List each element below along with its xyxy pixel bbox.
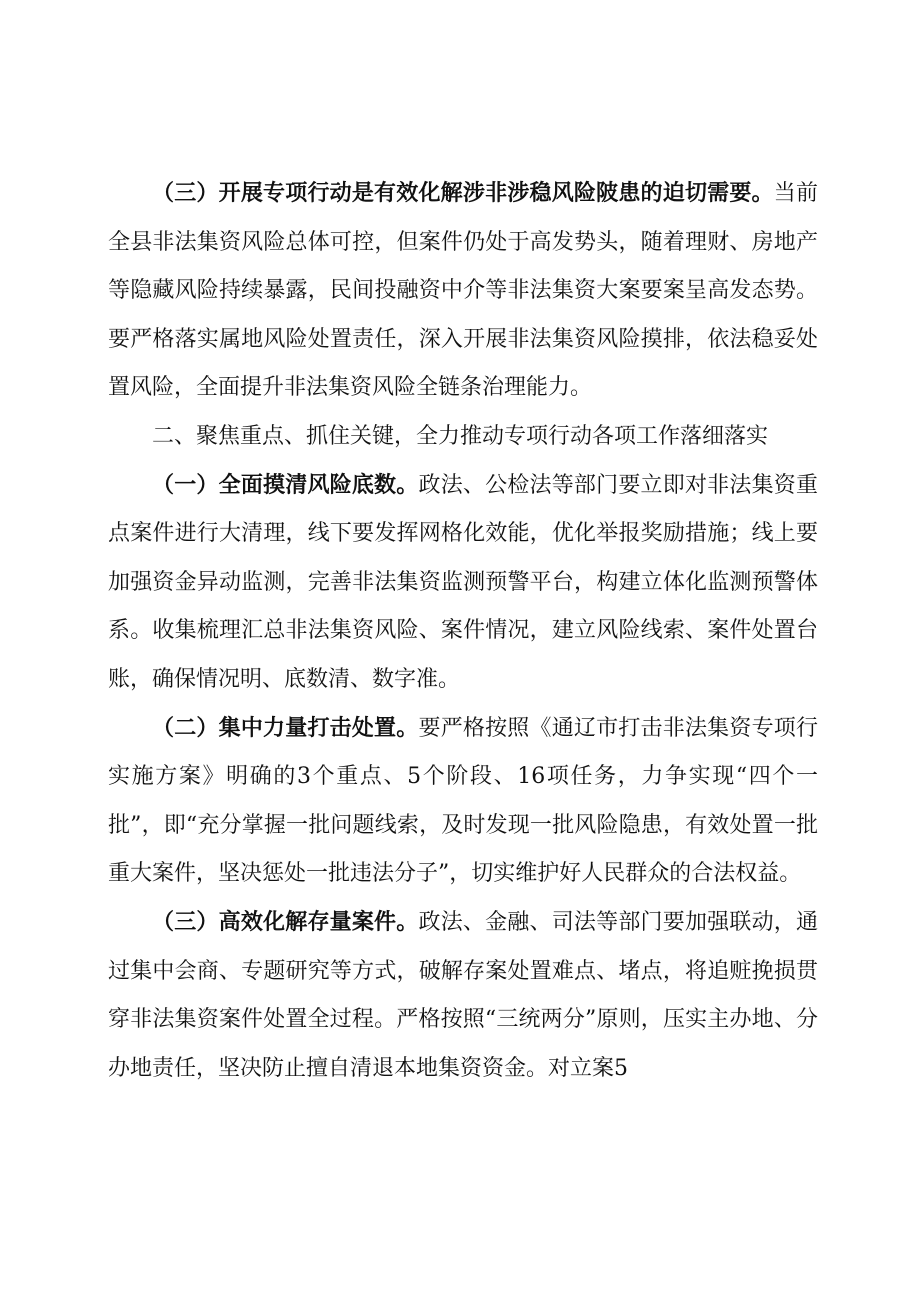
paragraph-lead: （三）高效化解存量案件。 bbox=[152, 909, 419, 935]
paragraph-text: 当前全县非法集资风险总体可控，但案件仍处于高发势头，随着理财、房地产等隐藏风险持续暴露，民间投融资中介等非法集资大案要案呈高发态势。要严格落实属地风险处置责任，深入开展非法集资风险摸排，依法稳妥处置风险，全面提升非法集资风险全链条治理能力。 bbox=[108, 181, 818, 401]
paragraph-risk-baseline bbox=[108, 462, 818, 705]
paragraph-resolve-cases bbox=[108, 899, 818, 1093]
paragraph-text: 要严格按照《通辽市打击非法集资专项行实施方案》明确的3个重点、5个阶段、16项任务，力争实现“四个一批”，即“充分掌握一批问题线索，及时发现一批风险隐患，有效处置一批重大案件，坚决惩处一批违法分子”，切实维护好人民群众的合法权益。 bbox=[108, 715, 818, 887]
paragraph-necessity bbox=[108, 170, 818, 413]
paragraph-text: 政法、公检法等部门要立即对非法集资重点案件进行大清理，线下要发挥网格化效能，优化举报奖励措施；线上要加强资金异动监测，完善非法集资监测预警平台，构建立体化监测预警体系。收集梳理汇总非法集资风险、案件情况，建立风险线索、案件处置台账，确保情况明、底数清、数字准。 bbox=[108, 472, 818, 692]
section-heading: 二、聚焦重点、抓住关键，全力推动专项行动各项工作落细落实 bbox=[152, 423, 769, 449]
paragraph-text: 政法、金融、司法等部门要加强联动，通过集中会商、专题研究等方式，破解存案处置难点、堵点，将追赃挽损贯穿非法集资案件处置全过程。严格按照“三统两分”原则，压实主办地、分办地责任，坚决防止擅自清退本地集资资金。对立案5 bbox=[108, 909, 818, 1081]
paragraph-lead: （三）开展专项行动是有效化解涉非涉稳风险陂患的迫切需要。 bbox=[152, 181, 774, 206]
document-body bbox=[108, 170, 818, 1093]
paragraph-lead: （一）全面摸清风险底数。 bbox=[152, 472, 419, 498]
paragraph-crackdown bbox=[108, 705, 818, 899]
paragraph-lead: （二）集中力量打击处置。 bbox=[152, 715, 419, 741]
